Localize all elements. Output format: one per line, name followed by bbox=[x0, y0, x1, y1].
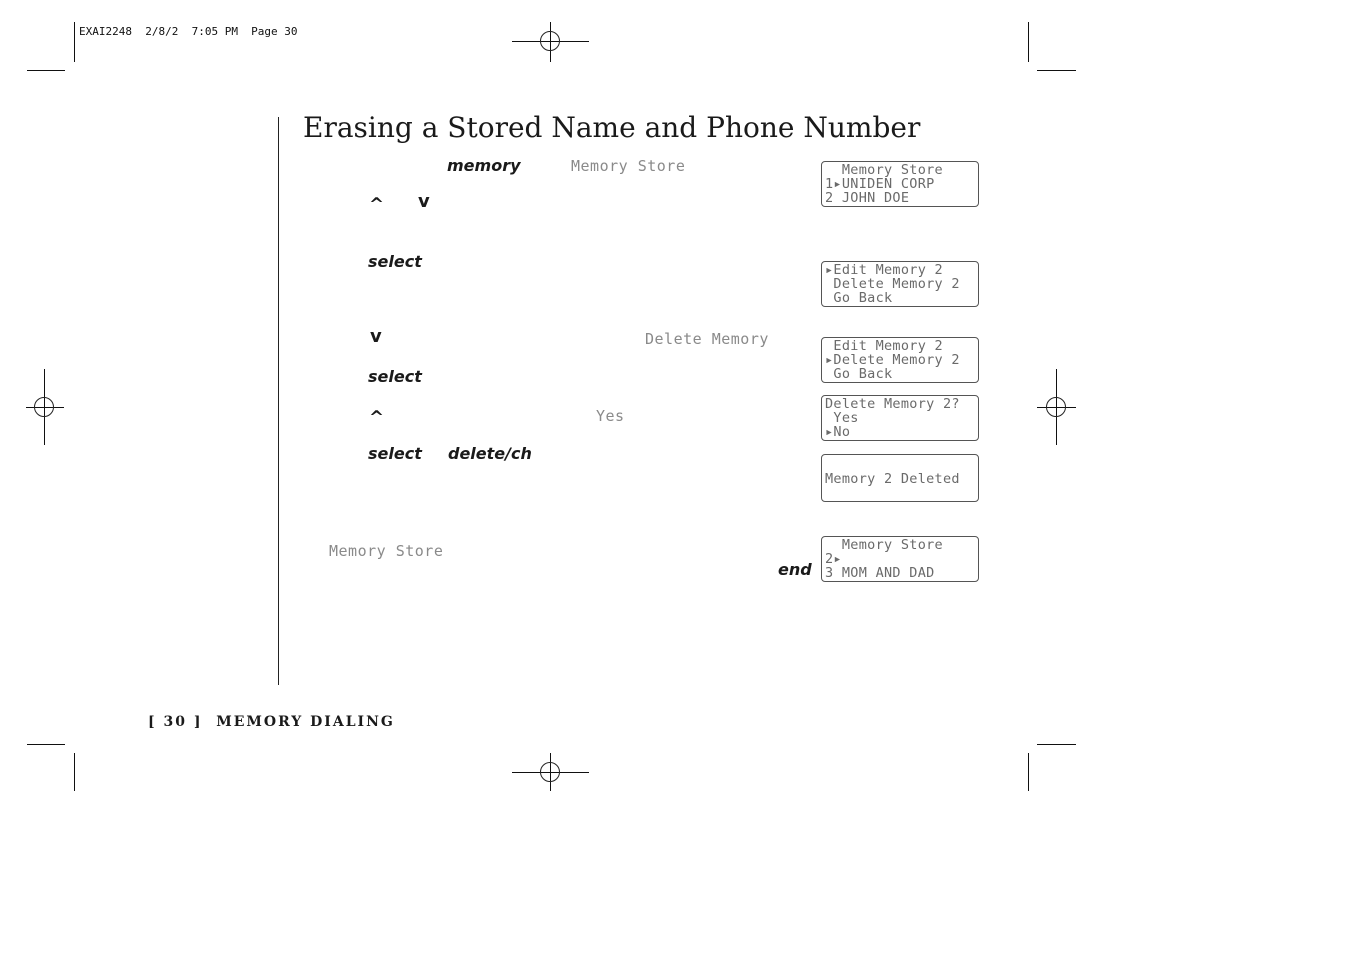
lcd-screen-delete-selected bbox=[821, 337, 979, 383]
lcd-row: Yes bbox=[825, 410, 859, 426]
registration-mark-circle bbox=[1046, 397, 1066, 417]
yes-display-text: Yes bbox=[596, 407, 625, 425]
lcd-row: Delete Memory 2? bbox=[825, 396, 960, 412]
page-title: Erasing a Stored Name and Phone Number bbox=[303, 111, 921, 144]
lcd-row: Go Back bbox=[825, 366, 893, 382]
lcd-row: Delete Memory 2 bbox=[825, 276, 960, 292]
crop-mark bbox=[1028, 22, 1029, 62]
down-arrow-icon: v bbox=[418, 191, 430, 212]
registration-mark-circle bbox=[540, 762, 560, 782]
up-arrow-icon: ^ bbox=[369, 407, 385, 428]
down-arrow-icon: v bbox=[370, 326, 382, 347]
memory-store-display-text: Memory Store bbox=[571, 157, 686, 175]
lcd-screen-delete-confirm bbox=[821, 395, 979, 441]
lcd-screen-memory-list-after bbox=[821, 536, 979, 582]
lcd-screen-deleted bbox=[821, 454, 979, 502]
select-key-label: select bbox=[368, 367, 422, 386]
lcd-row: Edit Memory 2 bbox=[825, 338, 943, 354]
delete-memory-display-text: Delete Memory bbox=[645, 330, 769, 348]
margin-rule bbox=[278, 117, 279, 685]
select-key-label: select bbox=[368, 444, 422, 463]
lcd-row: ▸No bbox=[825, 424, 851, 440]
lcd-row: Memory 2 Deleted bbox=[825, 470, 960, 487]
select-key-label: select bbox=[368, 252, 422, 271]
lcd-row: 2 JOHN DOE bbox=[825, 190, 910, 206]
lcd-screen-edit-menu bbox=[821, 261, 979, 307]
lcd-row: Go Back bbox=[825, 290, 893, 306]
registration-mark-circle bbox=[540, 31, 560, 51]
lcd-row: ▸Delete Memory 2 bbox=[825, 352, 960, 368]
up-arrow-icon: ^ bbox=[369, 194, 385, 215]
print-slug: EXAI2248 2/8/2 7:05 PM Page 30 bbox=[79, 25, 298, 38]
crop-mark bbox=[27, 70, 65, 71]
lcd-screen-memory-list bbox=[821, 161, 979, 207]
registration-mark-circle bbox=[34, 397, 54, 417]
lcd-row: 3 MOM AND DAD bbox=[825, 565, 935, 581]
end-key-label: end bbox=[778, 560, 812, 579]
lcd-row: 1▸UNIDEN CORP bbox=[825, 176, 935, 192]
lcd-row: Memory Store bbox=[825, 537, 943, 553]
crop-mark bbox=[27, 744, 65, 745]
memory-key-label: memory bbox=[447, 156, 521, 175]
delete-ch-key-label: delete/ch bbox=[448, 444, 532, 463]
crop-mark bbox=[74, 753, 75, 791]
crop-mark bbox=[1037, 744, 1076, 745]
lcd-row: 2▸ bbox=[825, 551, 842, 567]
page-footer: [ 30 ] MEMORY DIALING bbox=[148, 714, 395, 730]
crop-mark bbox=[1028, 753, 1029, 791]
crop-mark bbox=[1037, 70, 1076, 71]
lcd-row: ▸Edit Memory 2 bbox=[825, 262, 943, 278]
lcd-row: Memory Store bbox=[825, 162, 943, 178]
crop-mark bbox=[74, 22, 75, 62]
memory-store-display-text: Memory Store bbox=[329, 542, 444, 560]
